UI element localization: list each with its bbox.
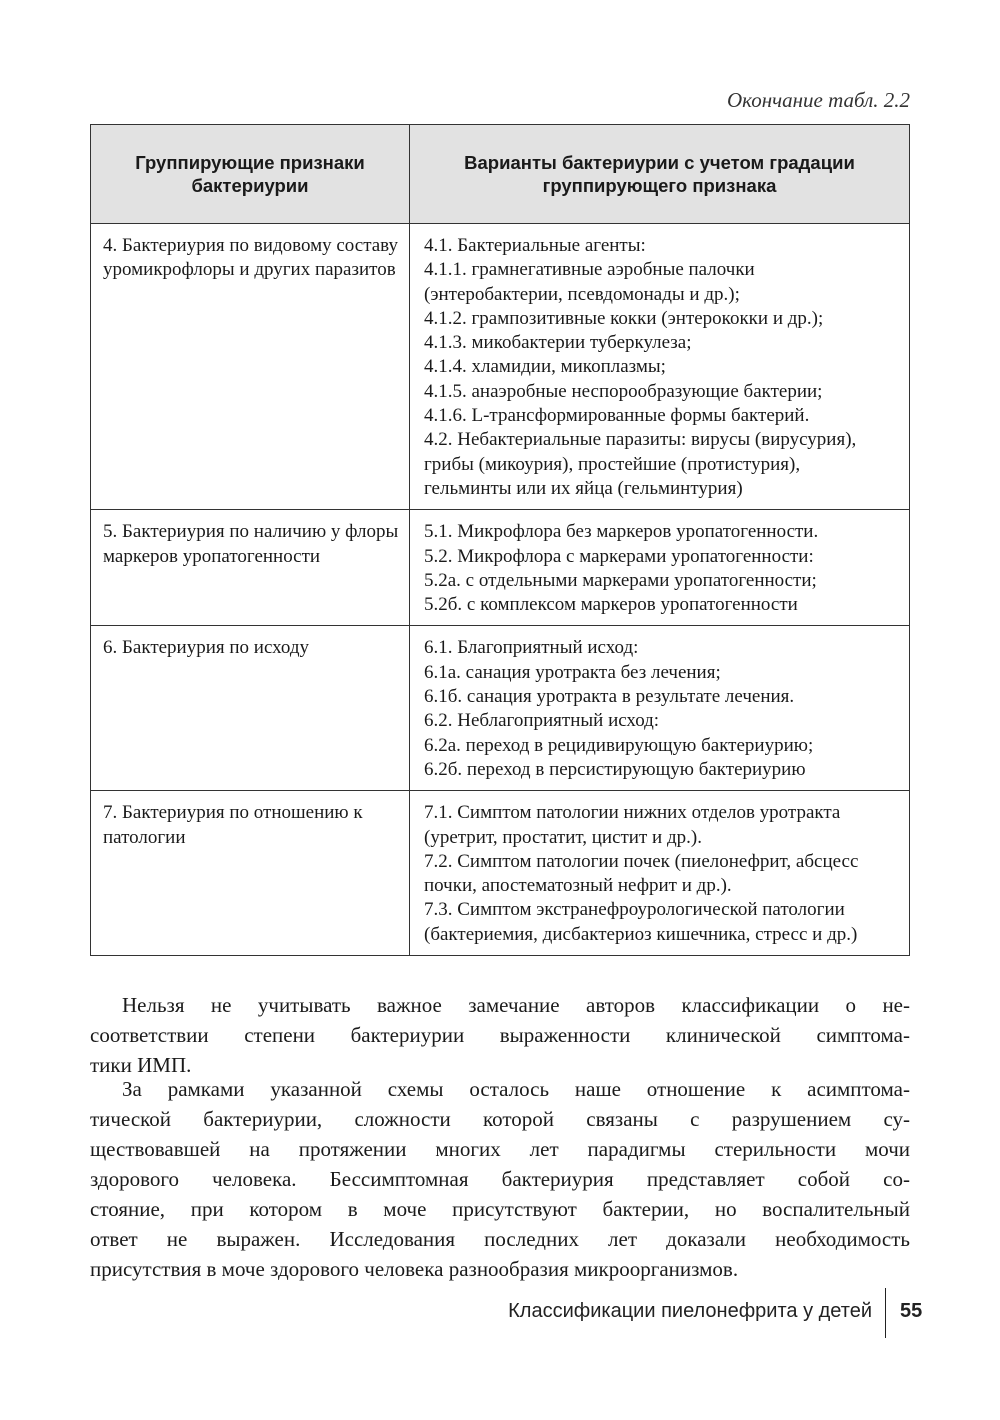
variant-line: 7.3. Симптом экстранефроурологической патологии <box>424 899 845 921</box>
variant-line: 6.1а. санация уротракта без лечения; <box>424 661 721 683</box>
variant-line: 4.2. Небактериальные паразиты: вирусы (вирусурия), <box>424 429 857 451</box>
footer-divider <box>885 1288 886 1338</box>
table-row <box>91 510 910 626</box>
paragraph-line: стояние, при котором в моче присутствуют бактерии, но воспалительный <box>90 1197 910 1221</box>
table-row <box>91 224 910 510</box>
variant-line: грибы (микоурия), простейшие (протистурия), <box>424 453 801 475</box>
row-variants <box>410 510 910 626</box>
paragraph-line: присутствия в моче здорового человека разнообразия микроорганизмов. <box>90 1257 739 1281</box>
body-paragraph <box>90 990 910 1080</box>
variant-line: 4.1.4. хламидии, микоплазмы; <box>424 356 666 378</box>
paragraph-line: тической бактериурии, сложности которой связаны с разрушением су- <box>90 1107 910 1131</box>
variant-line: 5.1. Микрофлора без маркеров уропатогенности. <box>424 521 819 543</box>
row-variants <box>410 224 910 510</box>
paragraph-line: тики ИМП. <box>90 1053 192 1077</box>
variant-line: 6.1. Благоприятный исход: <box>424 637 639 659</box>
variant-line: 7.1. Симптом патологии нижних отделов уротракта <box>424 802 841 824</box>
classification-table <box>90 124 910 956</box>
variant-line: 4.1.6. L-трансформированные формы бактерий. <box>424 405 810 427</box>
table-header-row <box>91 125 910 224</box>
paragraph-line: здорового человека. Бессимптомная бактериурия представляет собой со- <box>90 1167 910 1191</box>
paragraph-line: ществовавшей на протяжении многих лет парадигмы стерильности мочи <box>90 1137 910 1161</box>
variant-line: почки, апостематозный нефрит и др.). <box>424 875 732 897</box>
page-number: 55 <box>900 1300 923 1322</box>
variant-line: 7.2. Симптом патологии почек (пиелонефрит, абсцесс <box>424 850 859 872</box>
variant-line: (энтеробактерии, псевдомонады и др.); <box>424 283 740 305</box>
variant-line: 6.2а. переход в рецидивирующую бактериурию; <box>424 734 814 756</box>
variant-line: 4.1.1. грамнегативные аэробные палочки <box>424 259 755 281</box>
table-row <box>91 626 910 791</box>
table-caption: Окончание табл. 2.2 <box>727 88 910 112</box>
header-variants: Варианты бактериурии с учетом градации группирующего признака <box>410 125 910 224</box>
header-grouping-criteria: Группирующие признаки бактериурии <box>91 125 410 224</box>
row-variants <box>410 626 910 791</box>
variant-line: 5.2а. с отдельными маркерами уропатогенности; <box>424 569 817 591</box>
variant-line: 4.1. Бактериальные агенты: <box>424 235 646 256</box>
variant-line: 5.2б. с комплексом маркеров уропатогенности <box>424 594 798 616</box>
variant-line: 6.1б. санация уротракта в результате лечения. <box>424 686 795 708</box>
row-variants <box>410 791 910 956</box>
variant-line: (бактериемия, дисбактериоз кишечника, стресс и др.) <box>424 923 858 945</box>
variant-line: 4.1.5. анаэробные неспорообразующие бактерии; <box>424 380 823 402</box>
variant-line: (уретрит, простатит, цистит и др.). <box>424 826 702 848</box>
paragraph-line: ответ не выражен. Исследования последних лет доказали необходимость <box>90 1227 910 1251</box>
paragraph-line: За рамками указанной схемы осталось наше отношение к асимптома- <box>122 1077 910 1101</box>
variant-line: 4.1.3. микобактерии туберкулеза; <box>424 332 692 354</box>
paragraph-line: Нельзя не учитывать важное замечание авторов классификации о не- <box>122 993 910 1017</box>
row-group-label: 4. Бактериурия по видовому составу уромикрофлоры и других паразитов <box>91 224 410 510</box>
paragraph-line: соответствии степени бактериурии выраженности клинической симптома- <box>90 1023 910 1047</box>
variant-line: 5.2. Микрофлора с маркерами уропатогенности: <box>424 545 814 567</box>
row-group-label: 5. Бактериурия по наличию у флоры маркеров уропатогенности <box>91 510 410 626</box>
body-paragraph <box>90 1074 910 1284</box>
table-row <box>91 791 910 956</box>
variant-line: 4.1.2. грампозитивные кокки (энтерококки и др.); <box>424 307 824 329</box>
variant-line: 6.2б. переход в персистирующую бактериурию <box>424 758 806 780</box>
running-title: Классификации пиелонефрита у детей <box>508 1300 872 1322</box>
row-group-label: 7. Бактериурия по отношению к патологии <box>91 791 410 956</box>
variant-line: 6.2. Неблагоприятный исход: <box>424 710 660 732</box>
row-group-label: 6. Бактериурия по исходу <box>91 626 410 791</box>
variant-line: гельминты или их яйца (гельминтурия) <box>424 477 743 499</box>
